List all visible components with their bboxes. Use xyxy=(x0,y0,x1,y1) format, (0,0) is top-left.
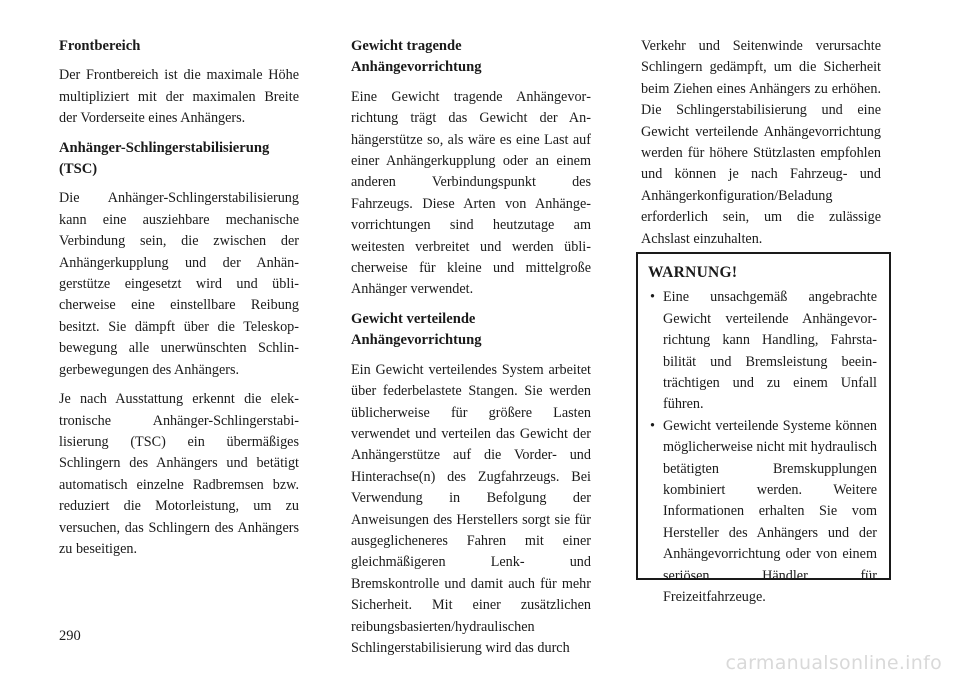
heading-weight-distributing-hitch: Gewicht verteilende Anhängevorrichtung xyxy=(351,310,482,349)
paragraph-continued: Verkehr und Seitenwinde verursachte Schlingern gedämpft, um die Sicherheit beim Ziehen eines Anhängers zu erhöhen. Die Schlingerstabilisierung und eine Gewicht verteilende Anhängevorrichtung werden für höhere Stützlasten empfohlen und können je nach Fahrzeug- und Anhängerkonfiguration/Beladung erforderlich sein, um die zulässige Achslast einzuhalten. xyxy=(641,38,881,247)
paragraph-tsc-description: Die Anhänger-Schlingerstabilisierung kann eine ausziehbare mechanische Verbindung sein, die zwischen der Anhängerkupplung und der Anhängerstütze eingesetzt wird und üblicherweise eine einstellbare Reibung besitzt. Sie dämpft über die Teleskopbewegung alle unerwünschten Schlingerbewegungen des Anhängers. xyxy=(59,190,299,378)
heading-tsc: Anhänger-Schlingerstabilisierung (TSC) xyxy=(59,139,270,178)
watermark-text: carmanualsonline.info xyxy=(725,652,942,674)
paragraph-tsc-electronic: Je nach Ausstattung erkennt die elektronische Anhänger-Schlingerstabilisierung (TSC) ein übermäßiges Schlingern des Anhängers und betätigt automatisch einzelne Radbremsen bzw. reduziert die Motorleistung, um zu versuchen, das Schlingern des Anhängers zu beseitigen. xyxy=(59,391,299,557)
paragraph-frontbereich: Der Frontbereich ist die maximale Höhe multipliziert mit der maximalen Breite der Vorderseite eines Anhängers. xyxy=(59,67,299,127)
warning-list xyxy=(648,287,877,608)
page-number: 290 xyxy=(59,628,81,644)
warning-item: • Gewicht verteilende Systeme können möglicherweise nicht mit hydraulisch betätigten Bremskupplungen kombiniert werden. Weitere Informationen erhalten Sie vom Hersteller des Anhängers und der Anhängevorrichtung oder von einem seriösen Händler für Freizeitfahrzeuge. xyxy=(648,416,877,609)
warning-box xyxy=(636,252,891,606)
column-right xyxy=(641,36,881,250)
column-middle xyxy=(351,36,591,667)
warning-item: • Eine unsachgemäß angebrachte Gewicht verteilende Anhängevorrichtung kann Handling, Fahrstabilität und Bremsleistung beeinträchtigen und zu einem Unfall führen. xyxy=(648,287,877,415)
warning-title: WARNUNG! xyxy=(648,264,738,281)
paragraph-weight-carrying-hitch: Eine Gewicht tragende Anhängevorrichtung trägt das Gewicht der Anhängerstütze so, als wäre es eine Last auf einer Anhängerkupplung oder an einem anderen Verbindungspunkt des Fahrzeugs. Diese Arten von Anhängevorrichtungen sind heutzutage am weitesten verbreitet und werden üblicherweise für kleine und mittelgroße Anhänger verwendet. xyxy=(351,88,591,298)
heading-frontbereich: Frontbereich xyxy=(59,38,141,54)
heading-weight-carrying-hitch: Gewicht tragende Anhängevorrichtung xyxy=(351,38,482,76)
paragraph-weight-distributing-hitch: Ein Gewicht verteilendes System arbeitet über federbelastete Stangen. Sie werden üblicherweise für größere Lasten verwendet und verteilen das Gewicht der Anhängerstütze auf die Vorder- und Hinterachse(n) des Zugfahrzeugs. Bei Verwendung in Befolgung der Anweisungen des Herstellers sorgt sie für ausgeglicheneres Fahren mit einer gleichmäßigeren Lenk- und Bremskontrolle und damit auch für mehr Sicherheit. Mit einer zusätzlichen reibungsbasierten/hydraulischen Schlingerstabilisierung wird das durch xyxy=(351,361,591,656)
column-left xyxy=(59,36,299,568)
